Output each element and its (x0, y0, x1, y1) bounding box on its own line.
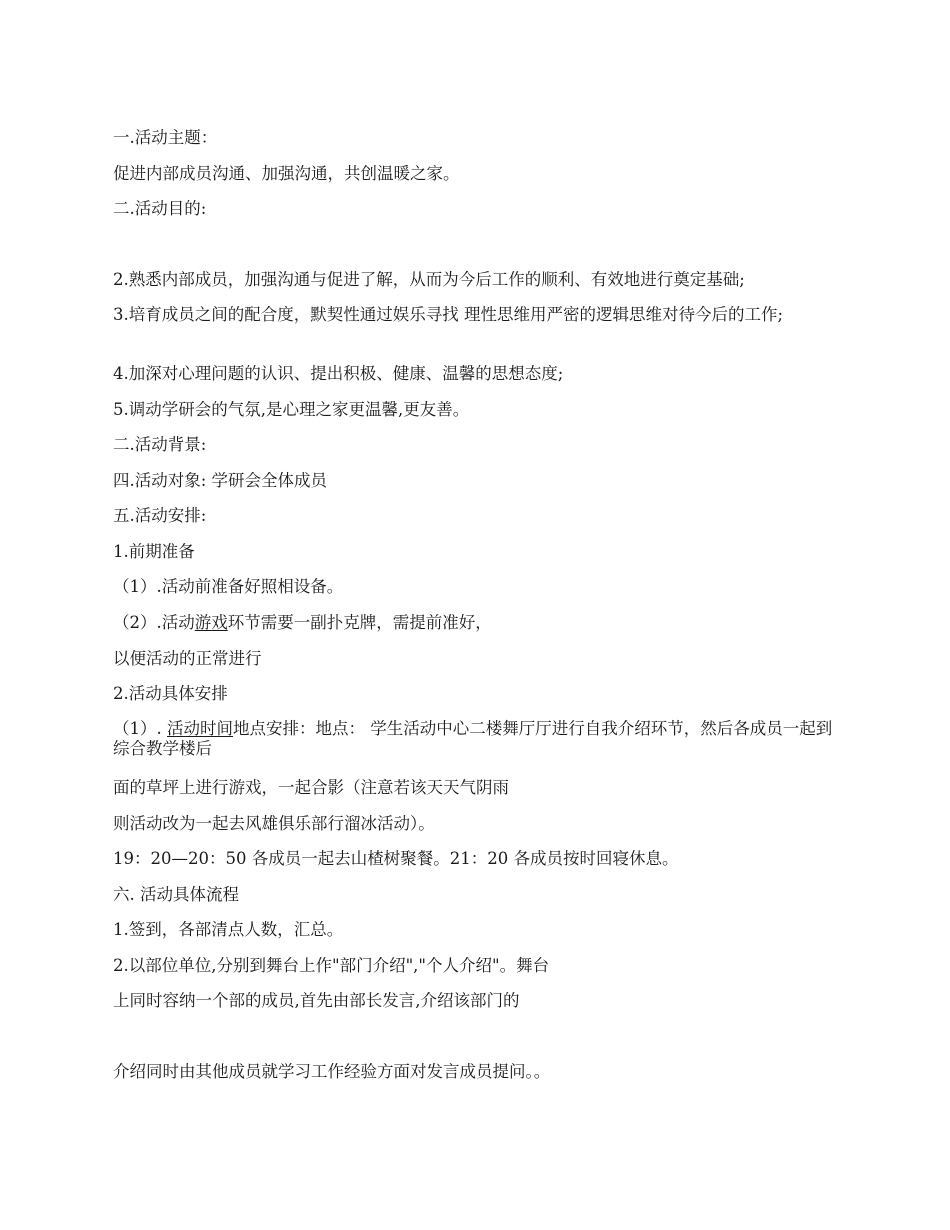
preparation-item-1: （1）.活动前准备好照相设备。 (113, 577, 344, 596)
heading-activity-theme: 一.活动主题： (113, 128, 218, 147)
schedule-line: 19：20—20：50 各成员一起去山楂树聚餐。21：20 各成员按时回寝休息。 (113, 849, 679, 868)
process-item-2: 2.以部位单位,分别到舞台上作"部门介绍","个人介绍"。舞台 (113, 956, 550, 975)
activity-theme-text: 促进内部成员沟通、加强沟通，共创温暖之家。 (113, 164, 460, 183)
heading-activity-purpose: 二.活动目的: (113, 199, 207, 218)
underlined-game-word: 游戏 (194, 613, 228, 632)
arrangement-item-1 (113, 719, 843, 759)
subheading-specific-arrangement: 2.活动具体安排 (113, 684, 228, 703)
purpose-item-5: 5.调动学研会的气氛,是心理之家更温馨,更友善。 (113, 400, 470, 419)
purpose-item-3: 3.培育成员之间的配合度，默契性通过娱乐寻找 理性思维用严密的逻辑思维对待今后的工作; (113, 305, 784, 324)
arrangement-item-1-prefix: （1）. (113, 719, 167, 738)
preparation-item-2-continued: 以便活动的正常进行 (113, 649, 262, 668)
heading-activity-background: 二.活动背景: (113, 435, 207, 454)
process-item-2-continued: 上同时容纳一个部的成员,首先由部长发言,介绍该部门的 (113, 991, 520, 1010)
process-item-1: 1.签到，各部清点人数，汇总。 (113, 920, 344, 939)
arrangement-item-1-suffix: 地点安排：地点： 学生活动中心二楼舞厅厅进行自我介绍环节，然后各成员一起到综合教学楼后 (113, 719, 833, 758)
preparation-item-2-suffix: 环节需要一副扑克牌，需提前准好， (227, 613, 492, 632)
heading-activity-process: 六. 活动具体流程 (113, 885, 239, 904)
process-item-2-final: 介绍同时由其他成员就学习工作经验方面对发言成员提问。。 (113, 1062, 551, 1081)
arrangement-item-1-continued-1: 面的草坪上进行游戏，一起合影（注意若该天天气阴雨 (113, 778, 509, 797)
subheading-preparation: 1.前期准备 (113, 542, 195, 561)
underlined-activity-time: 活动时间 (167, 719, 233, 738)
heading-activity-arrangement: 五.活动安排: (113, 506, 207, 525)
preparation-item-2 (113, 613, 843, 633)
purpose-item-4: 4.加深对心理问题的认识、提出积极、健康、温馨的思想态度; (113, 364, 564, 383)
arrangement-item-1-continued-2: 则活动改为一起去风雄俱乐部行溜冰活动）。 (113, 814, 435, 833)
heading-activity-target: 四.活动对象: 学研会全体成员 (113, 471, 328, 490)
purpose-item-2: 2.熟悉内部成员，加强沟通与促进了解，从而为今后工作的顺利、有效地进行奠定基础; (113, 270, 745, 289)
preparation-item-2-prefix: （2）.活动 (113, 613, 195, 632)
